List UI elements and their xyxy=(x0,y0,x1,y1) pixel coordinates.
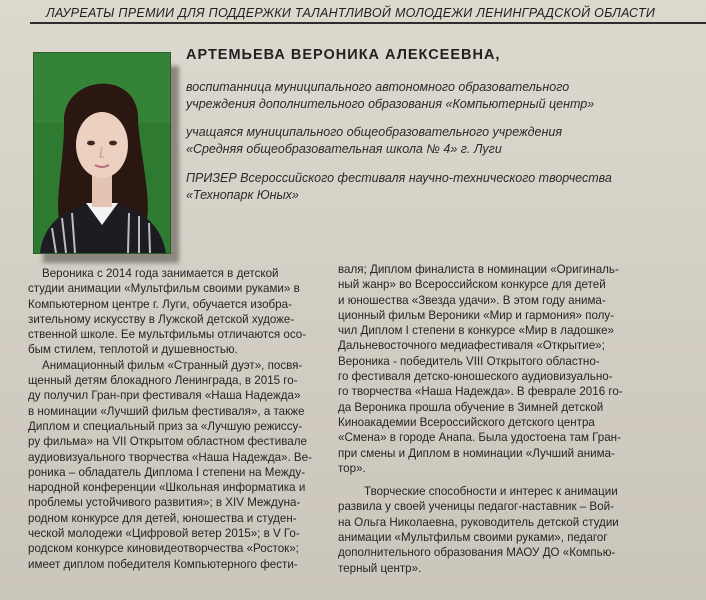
text-line: го фестиваля детско-юношеского аудиовизуально- xyxy=(338,370,613,384)
text-line: да Вероника прошла обучение в Зимней детской xyxy=(338,400,604,414)
header-title: ЛАУРЕАТЫ ПРЕМИИ ДЛЯ ПОДДЕРЖКИ ТАЛАНТЛИВОЙ МОЛОДЕЖИ ЛЕНИНГРАДСКОЙ ОБЛАСТИ xyxy=(46,6,656,20)
text-line: тор». xyxy=(338,461,366,475)
info-block-school xyxy=(186,124,562,158)
person-name: АРТЕМЬЕВА ВЕРОНИКА АЛЕКСЕЕВНА, xyxy=(186,47,501,63)
text-line: в номинации «Лучший фильм фестиваля», а также xyxy=(28,404,305,418)
text-line: ду получил Гран-при фестиваля «Наша Надежда» xyxy=(28,389,301,403)
text-line: роника – обладатель Диплома I степени на Между- xyxy=(28,465,306,479)
text-line: Анимационный фильм «Странный дуэт», посвя- xyxy=(42,358,303,372)
text-line: ческой молодежи «Цифровой ветер 2015»; в V Го- xyxy=(28,527,300,541)
text-line: валя; Диплом финалиста в номинации «Оригиналь- xyxy=(338,263,619,276)
text-line: щенный детям блокадного Ленинграда, в 2015 го- xyxy=(28,374,298,388)
text-line: аудиовизуального творчества «Наша Надежда». Ве- xyxy=(28,450,312,464)
text-line: ный жанр» во Всероссийском конкурсе для детей xyxy=(338,278,606,292)
text-line: Вероника с 2014 года занимается в детской xyxy=(42,267,279,280)
text-line: Творческие способности и интерес к анимации xyxy=(364,485,618,499)
info-line: «Средняя общеобразовательная школа № 4» г. Луги xyxy=(186,142,502,156)
text-line: Дальневосточного медиафестиваля «Открытие»; xyxy=(338,339,605,353)
text-line: го творчества «Наша Надежда». В феврале 2016 го- xyxy=(338,385,623,399)
info-line: учреждения дополнительного образования «Компьютерный центр» xyxy=(186,97,595,111)
article-column-left xyxy=(28,266,334,572)
portrait-illustration xyxy=(34,53,170,253)
text-line: дополнительного образования МАОУ ДО «Компью- xyxy=(338,546,616,560)
article-column-right xyxy=(338,262,690,576)
text-line: ственной школе. Ее мультфильмы отличаются осо- xyxy=(28,328,307,342)
text-line: развила у своей ученицы педагог-наставник – Вой- xyxy=(338,500,614,514)
text-line: Диплом и специальный приз за «Лучшую режиссу- xyxy=(28,419,303,433)
info-block-education-center xyxy=(186,79,594,113)
text-line: студии анимации «Мультфильм своими руками» в xyxy=(28,282,300,296)
info-line: учащаяся муниципального общеобразовательного учреждения xyxy=(186,125,562,139)
text-line: анимации «Мультфильм своими руками», педагог xyxy=(338,531,608,545)
info-block-award xyxy=(186,170,612,204)
text-line: «Смена» в городе Анапа. Была удостоена там Гран- xyxy=(338,431,621,445)
text-line: родном конкурсе для детей, юношества и студен- xyxy=(28,511,297,525)
text-line: имеет диплом победителя Компьютерного фести- xyxy=(28,557,298,571)
text-line: Компьютерном центре г. Луги, обучается изобра- xyxy=(28,297,292,311)
paragraph-gap xyxy=(338,476,690,484)
text-line: терный центр». xyxy=(338,561,422,575)
text-line: при смены и Диплом в номинации «Лучший анима- xyxy=(338,446,615,460)
text-line: бым стилем, теплотой и душевностью. xyxy=(28,343,238,357)
text-line: Вероника - победитель VIII Открытого областно- xyxy=(338,354,600,368)
text-line: на Ольга Николаевна, руководитель детской студии xyxy=(338,515,619,529)
text-line: ционный фильм Вероники «Мир и гармония» полу- xyxy=(338,308,615,322)
text-line: чил Диплом I степени в конкурсе «Мир в ладошке» xyxy=(338,324,615,338)
text-line: родском конкурсе киновидеотворчества «Росток»; xyxy=(28,542,299,556)
text-line: Киноакадемии Всероссийского детского центра xyxy=(338,415,595,429)
info-line: «Технопарк Юных» xyxy=(186,188,299,202)
text-line: и юношества «Звезда удачи». В этом году анима- xyxy=(338,293,606,307)
text-line: проблемы устойчивого развития»; в XIV Междуна- xyxy=(28,496,301,510)
info-line: воспитанница муниципального автономного образовательного xyxy=(186,80,570,94)
page-header xyxy=(30,0,706,24)
text-line: народной конференции «Школьная информатика и xyxy=(28,481,306,495)
text-line: ру фильма» на VII Открытом областном фестивале xyxy=(28,435,307,449)
info-line: ПРИЗЕР Всероссийского фестиваля научно-технического творчества xyxy=(186,171,612,185)
portrait-photo xyxy=(33,52,171,254)
text-line: зительному искусству в Лужской детской художе- xyxy=(28,312,295,326)
